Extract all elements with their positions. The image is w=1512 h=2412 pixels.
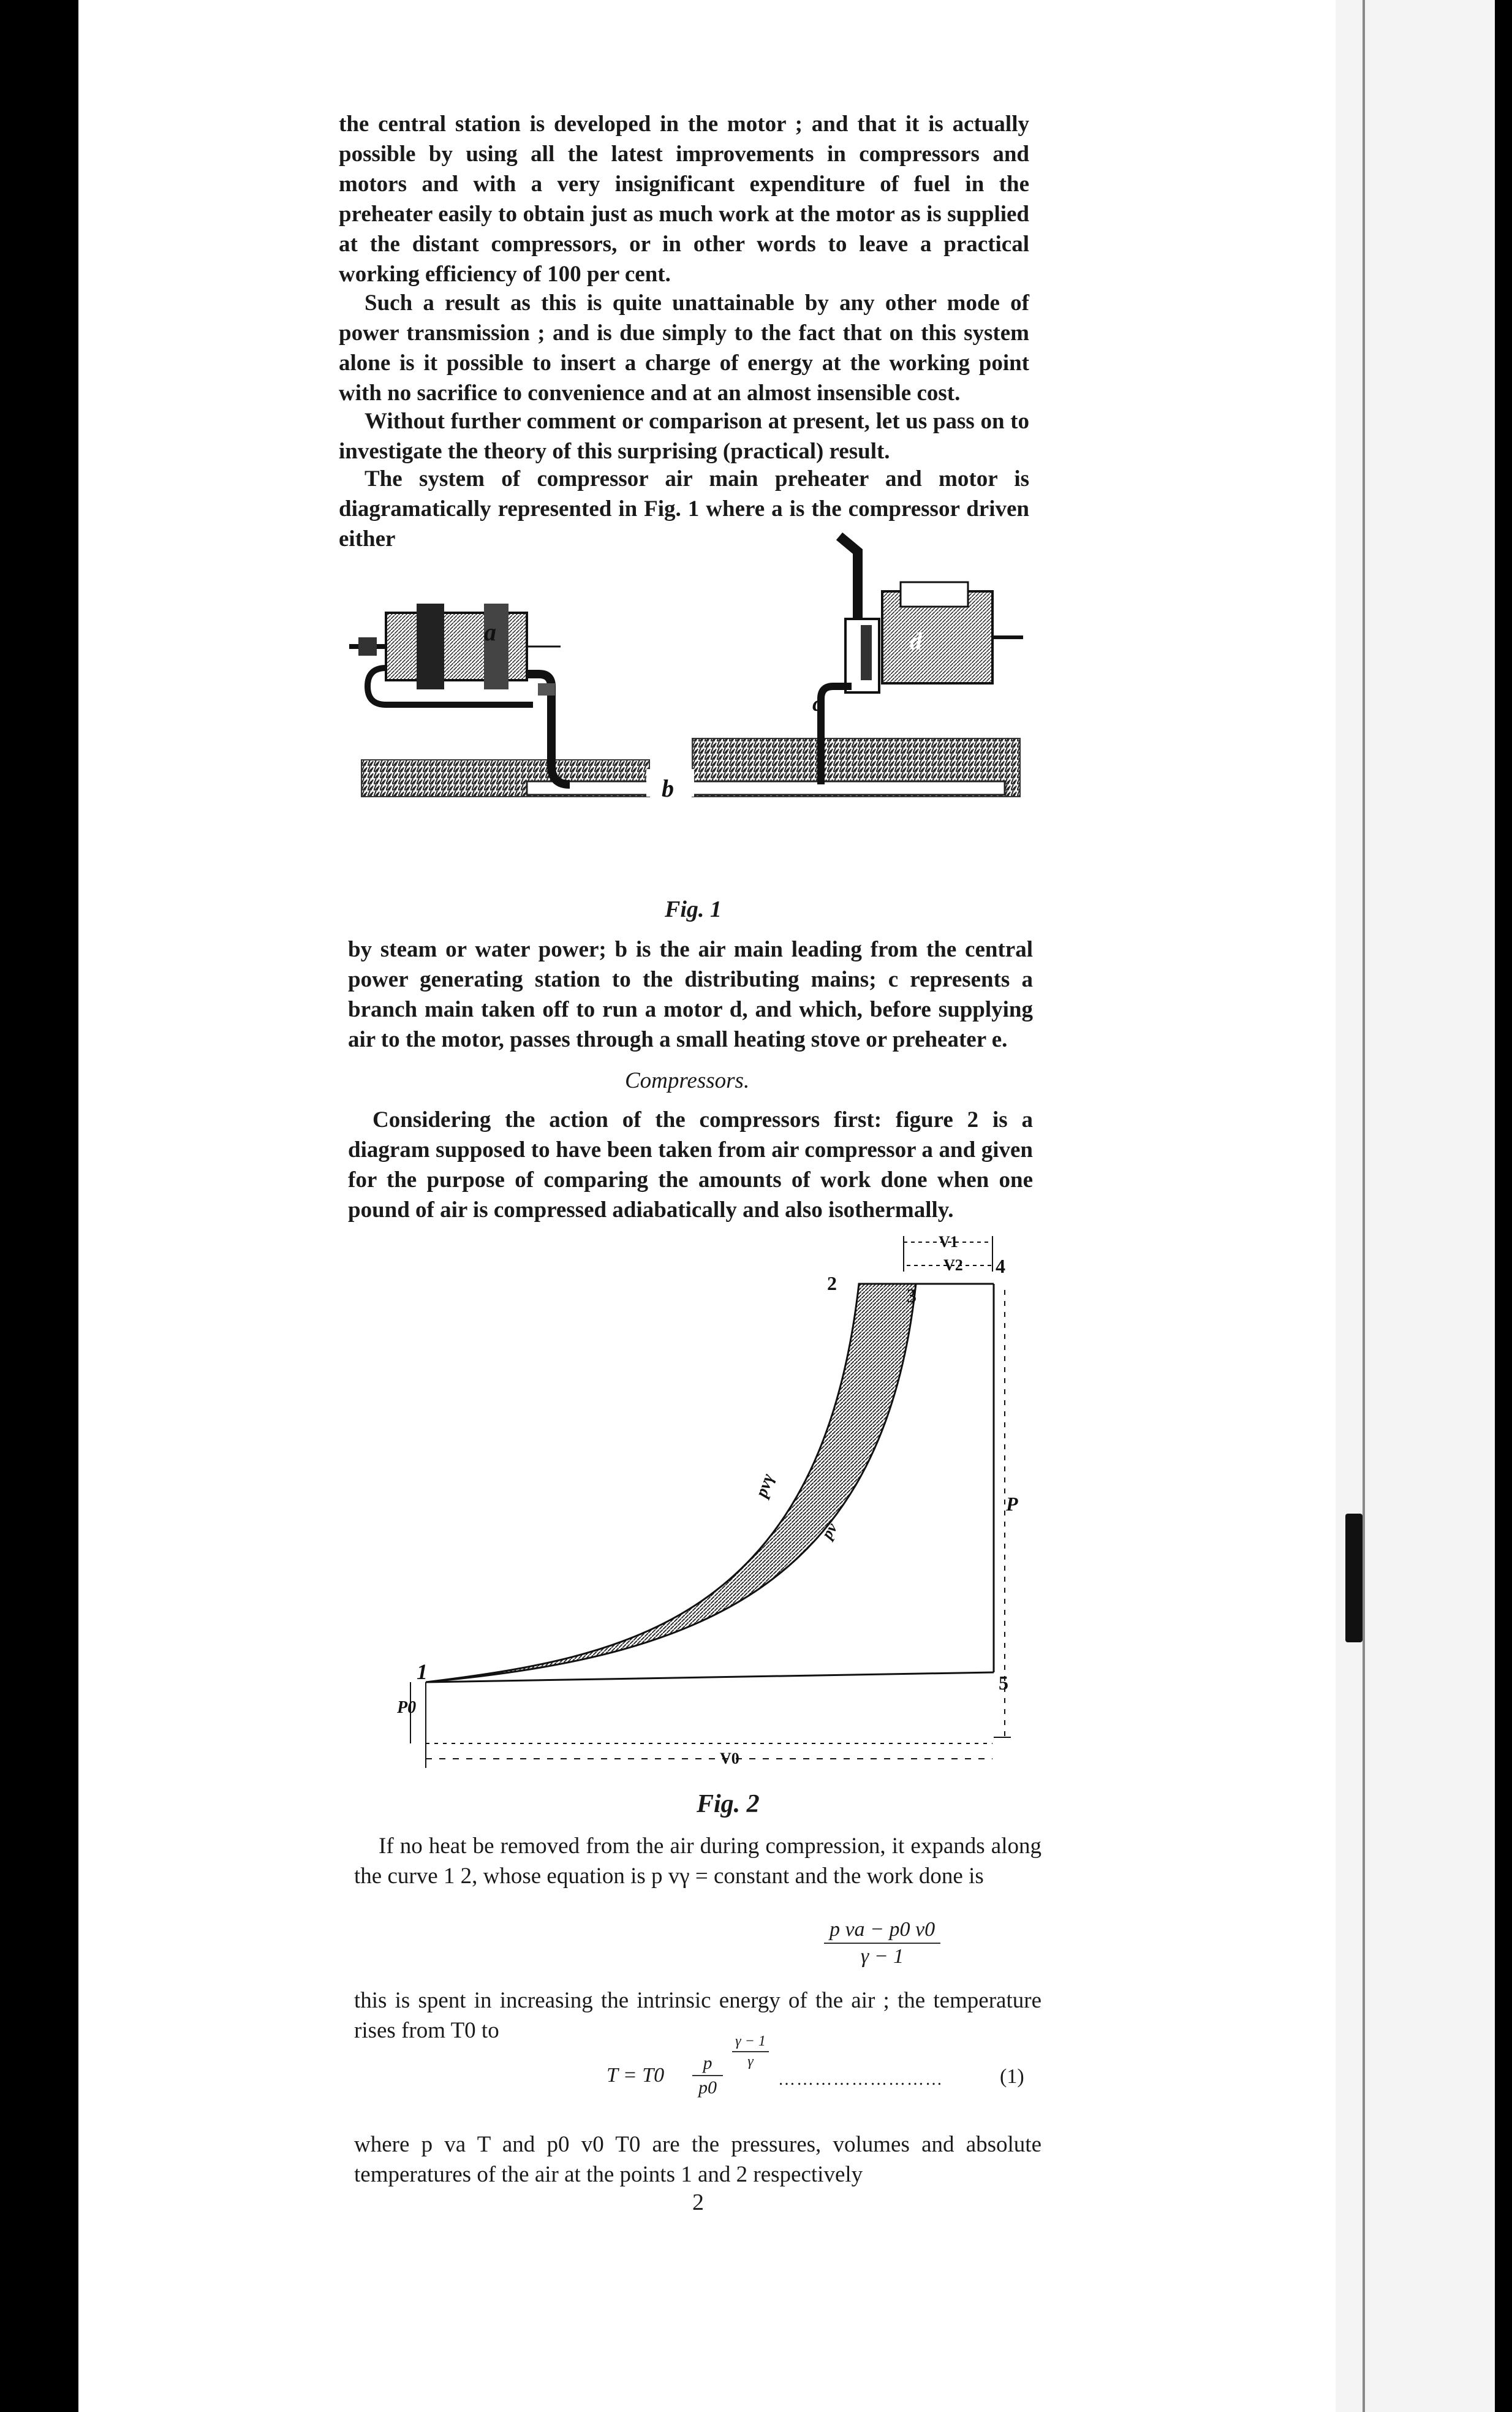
point-4-label: 4 [996,1255,1005,1277]
section-heading: Compressors. [625,1068,750,1093]
paragraph-2: Such a result as this is quite unattainable by any other mode of power transmission ; and is due simply to the fact that on this system alone is it possible to insert a charge of energy at the working point with no sacrifice to convenience and at an almost insensible cost. [339,290,1029,406]
point-3-label: 3 [907,1284,917,1306]
paragraph-8: this is spent in increasing the intrinsic energy of the air ; the temperature rises from T0 to [354,1988,1041,2043]
point-2-label: 2 [827,1272,837,1294]
point-1-label: 1 [417,1659,428,1684]
page-number: 2 [692,2190,704,2215]
page-gutter-line [1363,0,1365,2412]
work-formula-denominator: γ − 1 [860,1945,904,1968]
figure-2-diagram [380,1229,1054,1792]
ratio-denominator: p0 [698,2077,717,2098]
paragraph-7: If no heat be removed from the air during compression, it expands along the curve 1 2, whose equation is p vγ = constant and the work done is [354,1834,1041,1889]
point-5-label: 5 [999,1672,1008,1694]
base-line-1-5 [426,1672,994,1682]
figure-1-diagram [343,527,1035,821]
adiabatic-curve-label: pvγ [752,1471,778,1500]
paragraph-4: The system of compressor air main preheater and motor is diagramatically represented in Fig. 1 where a is the compressor driven either [339,466,1029,552]
formula-leader-dots: ……………………… [778,2070,943,2089]
p-label: P [1006,1493,1018,1515]
ratio-numerator: p [692,2053,723,2076]
paragraph-6: Considering the action of the compressors first: figure 2 is a diagram supposed to have been taken from air compressor a and given for the purpose of comparing the amounts of work done when one pound of air is compressed adiabatically and also isothermally. [348,1107,1033,1223]
air-main-pipe [527,781,1005,795]
compressor-a [349,604,570,784]
temperature-formula-lhs: T = T0 [607,2064,665,2087]
work-formula-numerator: p va − p0 v0 [824,1918,940,1944]
fig1-label-d: d [910,628,922,655]
v2-label: V2 [943,1256,963,1274]
temperature-formula-ratio [692,2053,723,2098]
paragraph-1: the central station is developed in the motor ; and that it is actually possible by using all the latest improvements in compressors and motors and with a very insignificant expenditure of fuel in the preheater easily to obtain just as much work at the motor as is supplied at the distant compressors, or in other words to leave a practical working efficiency of 100 per cent. [339,112,1029,287]
fig1-label-b: b [662,775,674,802]
temperature-formula-exponent [732,2033,769,2070]
fig1-label-c: c [812,691,822,716]
isothermal-curve-label: pv [818,1520,841,1542]
figure-2-caption: Fig. 2 [697,1790,760,1818]
facing-page-edge [1336,0,1500,2412]
work-formula [824,1918,940,1968]
p0-label: P0 [397,1698,417,1717]
figure-1-caption: Fig. 1 [665,897,722,922]
work-difference-area [426,1284,916,1682]
v1-label: V1 [939,1233,958,1251]
exponent-numerator: γ − 1 [732,2033,769,2052]
exponent-denominator: γ [747,2054,754,2069]
fig1-label-a: a [484,618,496,646]
paragraph-3: Without further comment or comparison at present, let us pass on to investigate the theory of this surprising (practical) result. [339,409,1029,464]
paragraph-5: by steam or water power; b is the air main leading from the central power generating station to the distributing mains; c represents a branch main taken off to run a motor d, and which, before supplying air to the motor, passes through a small heating stove or preheater e. [348,937,1033,1052]
scan-border [1495,0,1512,2412]
equation-number: (1) [1000,2065,1024,2088]
paragraph-9: where p va T and p0 v0 T0 are the pressures, volumes and absolute temperatures of the air at the points 1 and 2 respectively [354,2132,1041,2187]
v0-label: V0 [720,1750,739,1767]
binding-mark [1345,1514,1363,1642]
